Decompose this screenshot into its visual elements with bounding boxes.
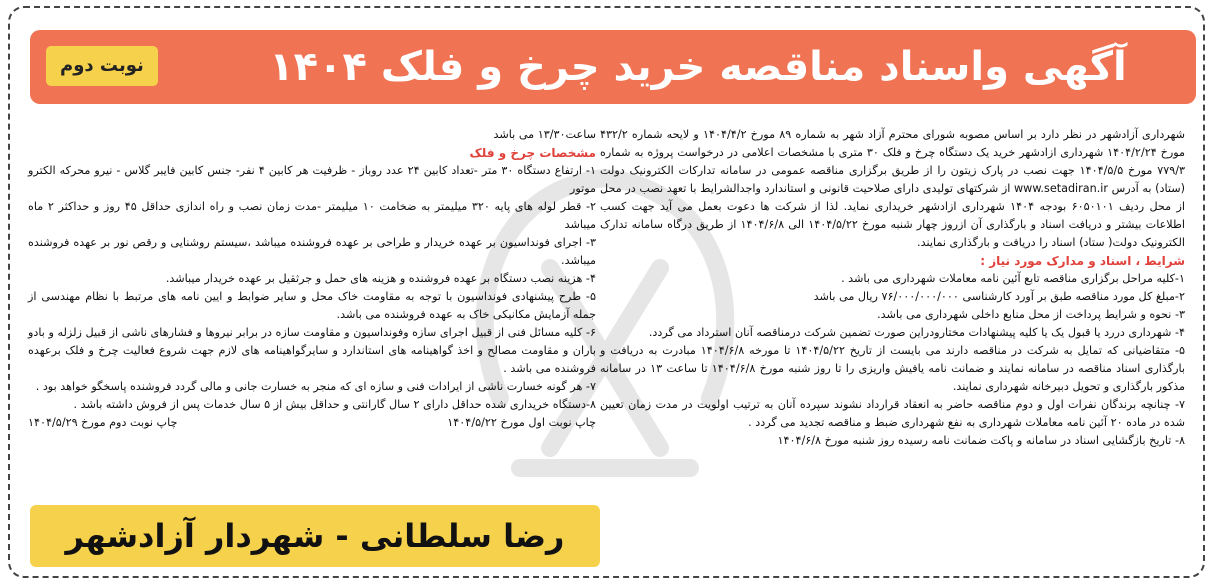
condition-item: ۴- شهرداری دررد یا قبول یک یا کلیه پیشنهادات مختارودراین صورت تضمین شرکت درمناقصه آنان استرداد می گردد. xyxy=(648,326,1185,339)
header-banner xyxy=(30,30,1196,104)
specs-heading: مشخصات چرخ و فلک xyxy=(469,146,596,160)
round-badge: نوبت دوم xyxy=(46,46,158,86)
condition-item: ۷- چنانچه برندگان نفرات اول و دوم مناقصه حاضر به انعقاد قرارداد نشوند سپرده آنان به ترتیب اولویت در مدت زمان تعیین شده در ماده ۲۰ آئین نامه معاملات شهرداری به نفع شهرداری ضبط و مناقصه تجدید می گردد . xyxy=(600,398,1185,429)
conditions-heading: شرایط ، اسناد و مدارک مورد نیاز : xyxy=(980,254,1185,268)
intro-paragraph: شهرداری آزادشهر در نظر دارد بر اساس مصوبه شورای محترم آزاد شهر به شماره ۸۹ مورخ ۱۴۰۴/۴/۲ و لایحه شماره ۴۳۲/۲ مورخ ۱۴۰۴/۲/۲۴ شهرداری ازادشهر خرید یک دستگاه چرخ و فلک ۳۰ متری با مشخصات اعلامی در درخواست پروژه به شماره ۷۷۹/۳ مورخ ۱۴۰۴/۵/۵ جهت نصب در پارک زیتون را از طریق برگزاری مناقصه عمومی در سامانه تدارکات الکترونیک دولت (ستاد) به آدرس www.setadiran.ir از شرکتهای تولیدی دارای صلاحیت قانونی و استاندارد واجدالشرایط با تعهد نصب در محل از محل ردیف ۶۰۵۰۱۰۱ بودجه ۱۴۰۴ شهرداری ازادشهر خریداری نماید. لذا از شرکت ها دعوت بعمل می آید جهت کسب اطلاعات بیشتر و دریافت اسناد و بارگذاری آن ازروز چهار شنبه مورخ ۱۴۰۴/۵/۲۲ الی ۱۴۰۴/۶/۸ از طریق درگاه سامانه تدارک الکترونیک دولت( ستاد) اسناد را دریافت و بارگذاری نمایند. xyxy=(600,128,1186,249)
spec-item: ۴- هزینه نصب دستگاه بر عهده فروشنده و هزینه های حمل و جرثقیل بر عهده خریدار میباشد. xyxy=(165,272,596,285)
spec-item: ۲- قطر لوله های پایه ۳۲۰ میلیمتر به ضخامت ۱۰ میلیمتر -مدت زمان نصب و راه اندازی حداقل ۴۵ روز و حداکثر ۲ ماه میباشد xyxy=(28,200,597,231)
ad-title: آگهی واسناد مناقصه خرید چرخ و فلک ۱۴۰۴ xyxy=(269,44,1127,90)
left-column xyxy=(28,126,596,432)
print-dates xyxy=(28,414,596,432)
condition-item: ۲-مبلغ کل مورد مناقصه طبق بر آورد کارشناسی ۷۶/۰۰۰/۰۰۰/۰۰۰ ریال می باشد xyxy=(813,290,1185,303)
condition-item: ۳- نحوه و شرایط پرداخت از محل منابع داخلی شهرداری می باشد. xyxy=(877,308,1185,321)
right-column xyxy=(600,126,1185,450)
condition-item: ۱-کلیه مراحل برگزاری مناقصه تابع آئین نامه معاملات شهرداری می باشد . xyxy=(841,272,1185,285)
time-line: ساعت۱۳/۳۰ می باشد xyxy=(493,128,596,141)
spec-item: ۶- کلیه مسائل فنی از قبیل اجرای سازه وفونداسیون و مقاومت سازه در برابر نیروها و فشارهای ناشی از قبیل زلزله و بادو باران و مقاومت مصالح و اخذ گواهینامه های استاندارد و سایرگواهینامه های لازم جهت شروع فعالیت چرخ و فلک برعهده فروشنده می باشد . xyxy=(28,326,596,375)
condition-item: ۸- تاریخ بازگشایی اسناد در سامانه و پاکت ضمانت نامه رسیده روز شنبه مورخ ۱۴۰۴/۶/۸ xyxy=(777,434,1185,447)
spec-item: ۵- طرح پیشنهادی فونداسیون با توجه به مقاومت خاک محل و سایر ضوابط و ایین نامه های مرتبط با نظام مهندسی از جمله آزمایش مکانیکی خاک به عهده فروشنده می باشد. xyxy=(28,290,596,321)
tender-advertisement xyxy=(8,6,1205,578)
spec-item: ۱- ارتفاع دستگاه ۳۰ متر -تعداد کابین ۲۴ عدد روباز - ظرفیت هر کابین ۴ نفر- جنس کابین فایبر گلاس - نیرو محرکه الکترو موتور xyxy=(28,164,596,195)
signature-banner: رضا سلطانی - شهردار آزادشهر xyxy=(30,505,600,567)
spec-item: ۳- اجرای فونداسیون بر عهده خریدار و طراحی بر عهده فروشنده میباشد ،سیستم روشنایی و رقص نور بر عهده فروشنده میباشد. xyxy=(28,236,596,267)
spec-item: ۸-دستگاه خریداری شده حداقل دارای ۲ سال گارانتی و حداقل بیش از ۵ سال خدمات پس از فروش داشته باشد . xyxy=(73,398,596,411)
condition-item: ۵- متقاضیانی که تمایل به شرکت در مناقصه دارند می بایست از تاریخ ۱۴۰۴/۵/۲۲ تا مورخه ۱۴۰۴/۶/۸ مبادرت به دریافت و بارگذاری اسناد مناقصه در سامانه نمایند و ضمانت نامه یافیش واریزی را تا روز شنبه مورخ ۱۴۰۴/۶/۸ تا ساعت ۱۳ در سامانه مذکور بارگذاری و تحویل دبیرخانه شهرداری نمایند. xyxy=(600,344,1185,393)
print-first-date: چاپ نوبت اول مورخ ۱۴۰۴/۵/۲۲ xyxy=(447,416,596,429)
spec-item: ۷- هر گونه خسارت ناشی از ایرادات فنی و سازه ای که منجر به خسارت جانی و مالی گردد فروشنده پاسخگو خواهد بود . xyxy=(35,380,596,393)
print-second-date: چاپ نوبت دوم مورخ ۱۴۰۴/۵/۲۹ xyxy=(28,416,178,429)
